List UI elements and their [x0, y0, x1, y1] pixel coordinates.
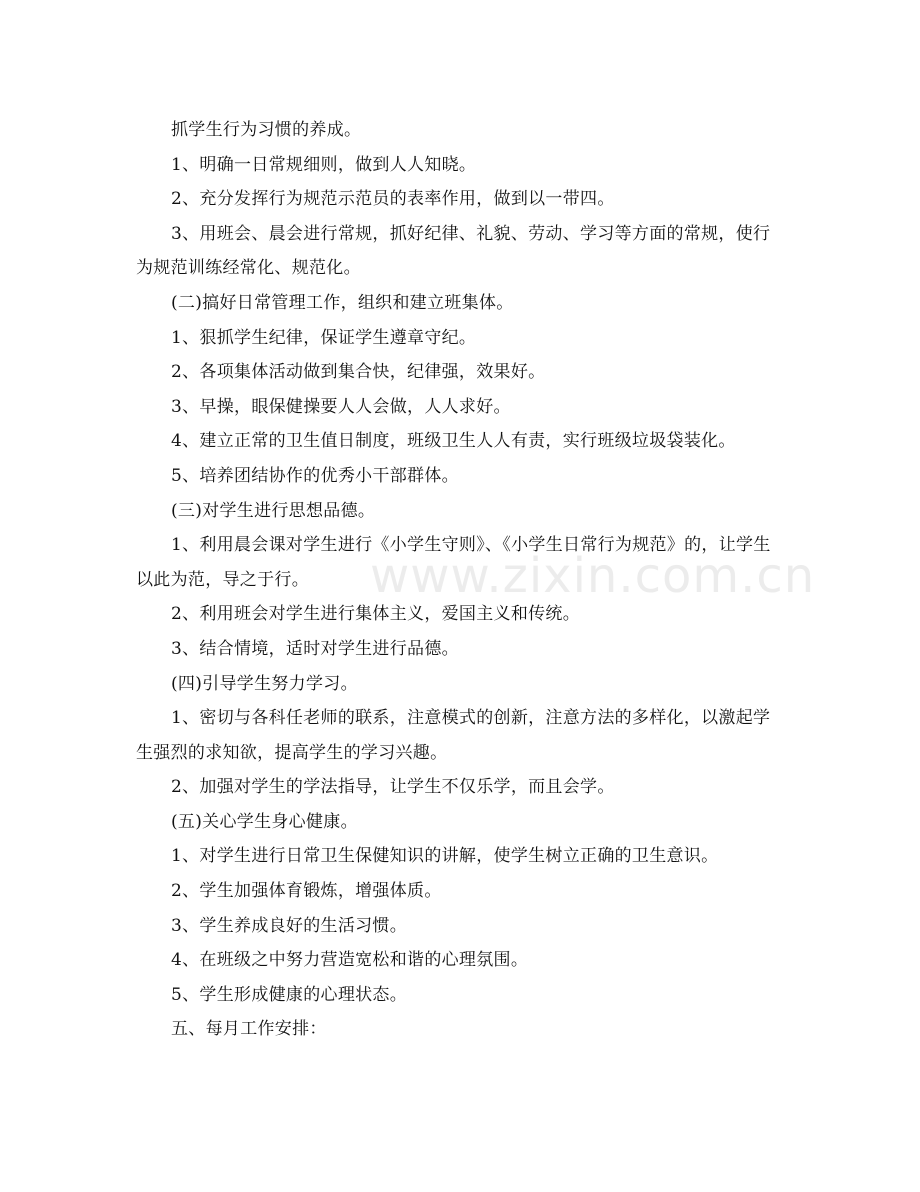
- paragraph: 抓学生行为习惯的养成。: [171, 120, 362, 140]
- paragraph: 1、狠抓学生纪律，保证学生遵章守纪。: [171, 327, 477, 348]
- paragraph: 2、充分发挥行为规范示范员的表率作用，做到以一带四。: [171, 189, 615, 210]
- section-heading: (三)对学生进行思想品德。: [171, 500, 376, 521]
- paragraph: 3、早操，眼保健操要人人会做，人人求好。: [171, 396, 511, 417]
- section-heading: (二)搞好日常管理工作，组织和建立班集体。: [171, 292, 514, 313]
- paragraph: 5、培养团结协作的优秀小干部群体。: [171, 465, 459, 486]
- paragraph: 4、在班级之中努力营造宽松和谐的心理氛围。: [171, 950, 529, 971]
- paragraph: 5、学生形成健康的心理状态。: [171, 984, 408, 1005]
- paragraph: 1、密切与各科任老师的联系，注意模式的创新，注意方法的多样化，以激起学生强烈的求知欲，提高学生的学习兴趣。: [136, 708, 771, 763]
- section-heading: 五、每月工作安排：: [171, 1019, 327, 1040]
- paragraph: 3、结合情境，适时对学生进行品德。: [171, 638, 459, 659]
- paragraph: 3、学生养成良好的生活习惯。: [171, 915, 408, 936]
- paragraph: 2、学生加强体育锻炼，增强体质。: [171, 881, 442, 902]
- paragraph: 2、加强对学生的学法指导，让学生不仅乐学，而且会学。: [171, 777, 615, 798]
- paragraph: 1、利用晨会课对学生进行《小学生守则》、《小学生日常行为规范》的，让学生以此为范，导之于行。: [136, 535, 771, 590]
- paragraph: 2、利用班会对学生进行集体主义，爱国主义和传统。: [171, 604, 581, 625]
- section-heading: (五)关心学生身心健康。: [171, 811, 358, 832]
- document-body: [136, 113, 784, 1047]
- watermark: www.zixin.com.cn: [370, 548, 816, 604]
- paragraph: 3、用班会、晨会进行常规，抓好纪律、礼貌、劳动、学习等方面的常规，使行为规范训练经常化、规范化。: [136, 223, 771, 279]
- section-heading: (四)引导学生努力学习。: [171, 673, 358, 694]
- paragraph: 1、对学生进行日常卫生保健知识的讲解，使学生树立正确的卫生意识。: [171, 846, 719, 867]
- paragraph: 1、明确一日常规细则，做到人人知晓。: [171, 154, 477, 175]
- paragraph: 2、各项集体活动做到集合快，纪律强，效果好。: [171, 362, 546, 383]
- paragraph: 4、建立正常的卫生值日制度，班级卫生人人有责，实行班级垃圾袋装化。: [171, 431, 736, 452]
